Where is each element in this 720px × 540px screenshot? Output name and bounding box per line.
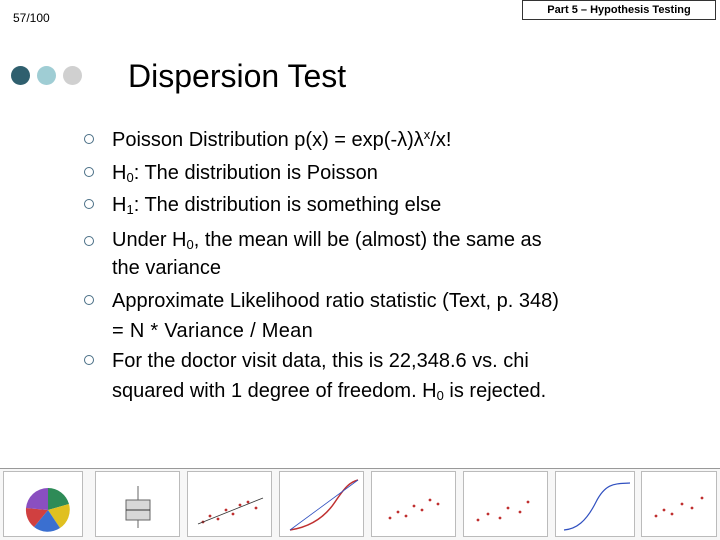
bullet-icon: [84, 199, 94, 209]
line-chart-icon: [280, 472, 364, 537]
bullet-item: Approximate Likelihood ratio statistic (Text, p. 348) = N * Variance / Mean: [84, 286, 684, 346]
bullet-icon: [84, 236, 94, 246]
scatter-plot-icon: [642, 472, 717, 537]
thumbnail-scatter-3: [463, 471, 548, 537]
bullet-icon: [84, 295, 94, 305]
thumbnail-scatter-2: [371, 471, 456, 537]
thumbnail-pie-chart: [3, 471, 83, 537]
scatter-plot-icon: [188, 472, 272, 537]
bullet-item: For the doctor visit data, this is 22,348.6 vs. chi squared with 1 degree of freedom. $H_0$ is rejected.: [84, 346, 684, 408]
thumbnail-cdf: [555, 471, 635, 537]
dot-grey: [63, 66, 82, 85]
scatter-plot-icon: [372, 472, 456, 537]
slide-title: Dispersion Test: [128, 58, 347, 94]
bullet-list: [84, 125, 684, 408]
decorative-dots: [11, 66, 82, 85]
bullet-item: $H_0$: The distribution is Poisson: [84, 158, 684, 191]
bullet-item: $H_1$: The distribution is something else: [84, 190, 684, 223]
bullet-icon: [84, 355, 94, 365]
bullet-item: Poisson Distribution $p(x) = \exp(-\lambda)\lambda^x/x$!: [84, 125, 684, 158]
bullet-item: Under $H_0$, the mean will be (almost) the same as the variance: [84, 227, 684, 282]
thumbnail-curve: [279, 471, 364, 537]
pie-chart-icon: [4, 472, 83, 537]
thumbnail-scatter-1: [187, 471, 272, 537]
thumbnail-boxplot: [95, 471, 180, 537]
dot-light: [37, 66, 56, 85]
scatter-plot-icon: [464, 472, 548, 537]
bullet-icon: [84, 134, 94, 144]
slide-number: 57/100: [13, 11, 50, 25]
section-tag: Part 5 – Hypothesis Testing: [522, 0, 716, 20]
bullet-icon: [84, 167, 94, 177]
boxplot-icon: [96, 472, 180, 537]
dot-dark: [11, 66, 30, 85]
thumbnail-scatter-4: [641, 471, 717, 537]
cdf-curve-icon: [556, 472, 635, 537]
